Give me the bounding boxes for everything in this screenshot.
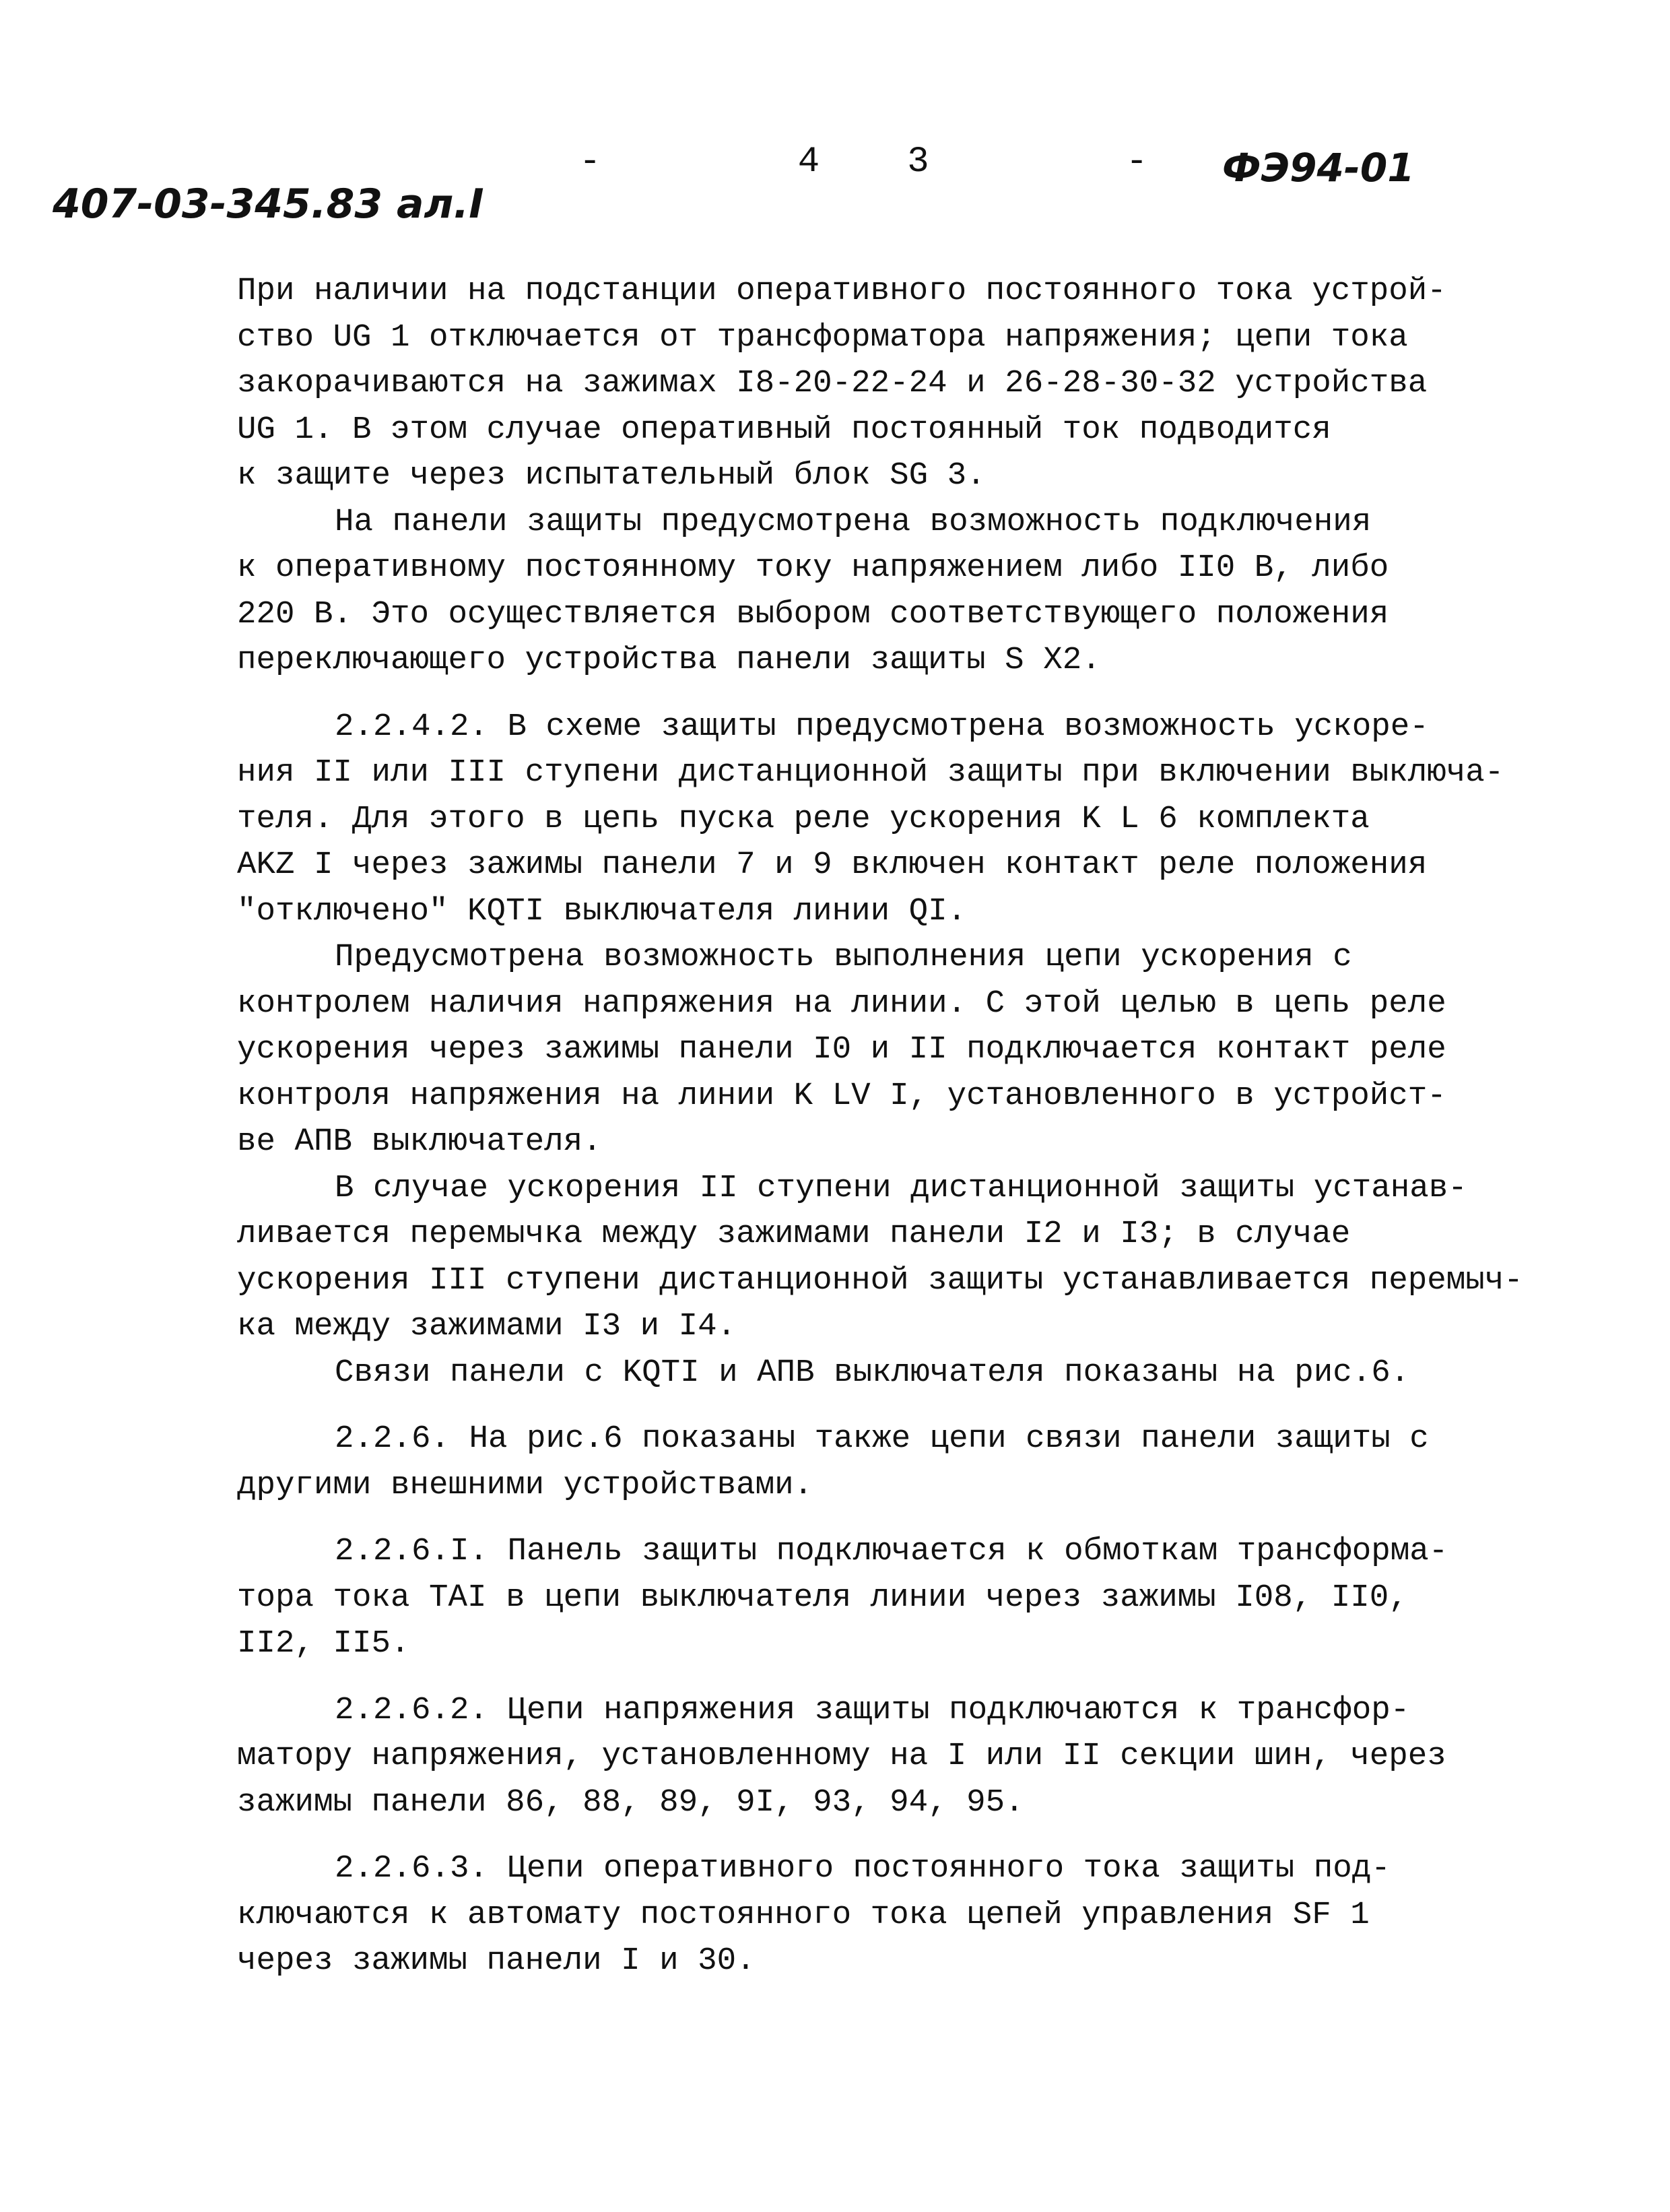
text-line: ускорения III ступени дистанционной защиты устанавливается перемыч- bbox=[237, 1262, 1523, 1299]
text-line: 220 В. Это осуществляется выбором соответствующего положения bbox=[237, 595, 1389, 632]
paragraph-acceleration-control bbox=[237, 934, 1543, 1165]
paragraph-2-2-4-2 bbox=[237, 704, 1543, 935]
text-line: контролем наличия напряжения на линии. С этой целью в цепь реле bbox=[237, 985, 1446, 1022]
document-body bbox=[237, 268, 1543, 1984]
text-line: "отключено" KQTI выключателя линии QI. bbox=[237, 892, 967, 930]
text-line: ливается перемычка между зажимами панели I2 и I3; в случае bbox=[237, 1216, 1351, 1252]
text-line: переключающего устройства панели защиты S X2. bbox=[237, 642, 1101, 678]
text-line: II2, II5. bbox=[237, 1625, 410, 1662]
handwritten-stamp: ФЭ94-01 bbox=[1222, 145, 1415, 191]
text-line: тора тока TAI в цепи выключателя линии через зажимы I08, II0, bbox=[237, 1579, 1408, 1616]
paragraph-voltage-option bbox=[237, 499, 1543, 684]
paragraph-2-2-6-3 bbox=[237, 1846, 1543, 1984]
paragraph-jumper bbox=[237, 1165, 1543, 1350]
text-line: зажимы панели 86, 88, 89, 9I, 93, 94, 95. bbox=[237, 1784, 1024, 1821]
text-line: При наличии на подстанции оперативного постоянного тока устрой- bbox=[237, 273, 1446, 309]
text-line: 2.2.4.2. В схеме защиты предусмотрена возможность ускоре- bbox=[335, 708, 1429, 745]
text-line: контроля напряжения на линии K LV I, установленного в устройст- bbox=[237, 1077, 1446, 1114]
text-line: 2.2.6.I. Панель защиты подключается к обмоткам трансформа- bbox=[335, 1533, 1448, 1569]
text-line: AKZ I через зажимы панели 7 и 9 включен контакт реле положения bbox=[237, 847, 1428, 883]
text-line: ния II или III ступени дистанционной защиты при включении выключа- bbox=[237, 754, 1504, 791]
text-line: ускорения через зажимы панели I0 и II подключается контакт реле bbox=[237, 1031, 1446, 1068]
text-line: ство UG 1 отключается от трансформатора напряжения; цепи тока bbox=[237, 319, 1408, 356]
paragraph-connections bbox=[237, 1350, 1543, 1396]
text-line: через зажимы панели I и 30. bbox=[237, 1943, 756, 1979]
page-number: - 43 - bbox=[579, 141, 1236, 183]
text-line: Предусмотрена возможность выполнения цепи ускорения с bbox=[335, 939, 1352, 975]
text-line: закорачиваются на зажимах I8-20-22-24 и 26-28-30-32 устройства bbox=[237, 365, 1428, 401]
text-line: 2.2.6.2. Цепи напряжения защиты подключаются к трансфор- bbox=[335, 1691, 1410, 1728]
text-line: к защите через испытательный блок SG 3. bbox=[237, 457, 986, 494]
text-line: другими внешними устройствами. bbox=[237, 1466, 813, 1503]
text-line: UG 1. В этом случае оперативный постоянный ток подводится bbox=[237, 411, 1331, 448]
paragraph-2-2-6 bbox=[237, 1416, 1543, 1508]
text-line: На панели защиты предусмотрена возможность подключения bbox=[335, 503, 1372, 540]
text-line: ка между зажимами I3 и I4. bbox=[237, 1308, 737, 1344]
text-line: матору напряжения, установленному на I или II секции шин, через bbox=[237, 1738, 1446, 1774]
paragraph-2-2-6-1 bbox=[237, 1528, 1543, 1667]
text-line: В случае ускорения II ступени дистанционной защиты устанав- bbox=[335, 1169, 1467, 1206]
text-line: ве АПВ выключателя. bbox=[237, 1124, 602, 1160]
text-line: Связи панели с KQTI и АПВ выключателя показаны на рис.6. bbox=[335, 1354, 1410, 1391]
paragraph-2-2-6-2 bbox=[237, 1687, 1543, 1826]
text-line: теля. Для этого в цепь пуска реле ускорения K L 6 комплекта bbox=[237, 800, 1370, 837]
text-line: 2.2.6. На рис.6 показаны также цепи связи панели защиты с bbox=[335, 1421, 1429, 1457]
document-code: 407-03-345.83 ал.I bbox=[53, 181, 484, 228]
text-line: 2.2.6.3. Цепи оперативного постоянного тока защиты под- bbox=[335, 1850, 1391, 1887]
text-line: к оперативному постоянному току напряжением либо II0 В, либо bbox=[237, 550, 1389, 586]
text-line: ключаются к автомату постоянного тока цепей управления SF 1 bbox=[237, 1896, 1370, 1933]
paragraph-oper-current bbox=[237, 268, 1543, 499]
